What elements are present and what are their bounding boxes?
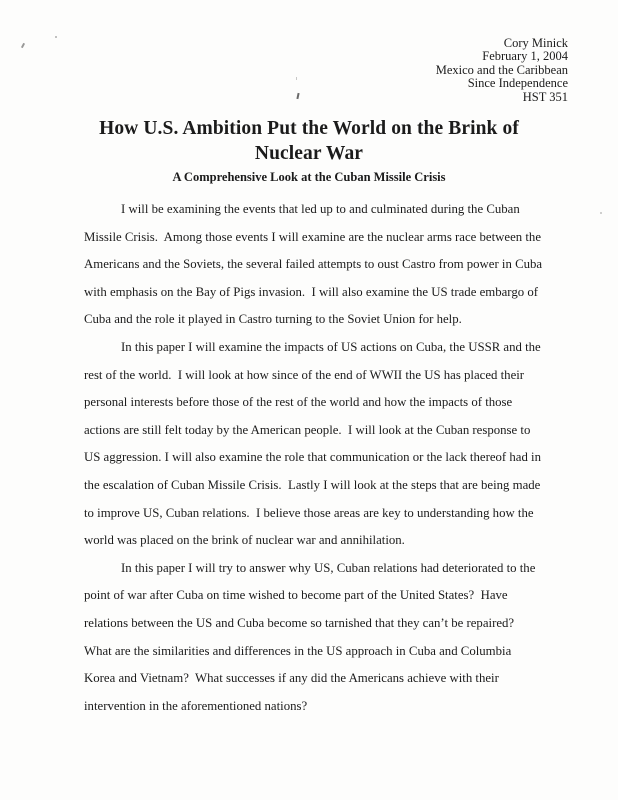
author-header-line: Mexico and the Caribbean bbox=[435, 62, 568, 77]
title-line: Nuclear War bbox=[254, 143, 364, 165]
title-line: How U.S. Ambition Put the World on the Brink of bbox=[99, 118, 519, 140]
text-line: intervention in the aforementioned nations? bbox=[84, 698, 308, 713]
text-line: relations between the US and Cuba become so tarnished that they can’t be repaired? bbox=[84, 615, 515, 630]
text-line: I will be examining the events that led up to and culminated during the Cuban bbox=[121, 202, 520, 217]
author-header-block bbox=[0, 37, 568, 104]
author-header-line: HST 351 bbox=[522, 89, 568, 104]
text-line: actions are still felt today by the American people. I will look at the Cuban response to bbox=[84, 422, 531, 437]
author-header-line: Since Independence bbox=[467, 76, 568, 91]
text-line: Korea and Vietnam? What successes if any did the Americans achieve with their bbox=[84, 671, 499, 686]
text-line: to improve US, Cuban relations. I believe those areas are key to understanding how the bbox=[84, 505, 534, 520]
text-line: the escalation of Cuban Missile Crisis. Lastly I will look at the steps that are being made bbox=[84, 477, 541, 492]
text-line: Americans and the Soviets, the several failed attempts to oust Castro from power in Cuba bbox=[84, 257, 543, 272]
text-line: world was placed on the brink of nuclear war and annihilation. bbox=[84, 533, 405, 548]
document-title bbox=[0, 116, 618, 166]
paragraph bbox=[84, 555, 562, 721]
author-header-line: Cory Minick bbox=[503, 36, 568, 50]
text-line: Cuba and the role it played in Castro turning to the Soviet Union for help. bbox=[84, 312, 462, 327]
document-subtitle: A Comprehensive Look at the Cuban Missile Crisis bbox=[172, 170, 446, 185]
scan-speck bbox=[600, 212, 602, 214]
author-header-line: February 1, 2004 bbox=[482, 49, 568, 64]
text-line: In this paper I will examine the impacts of US actions on Cuba, the USSR and the bbox=[121, 340, 541, 354]
text-line: rest of the world. I will look at how since of the end of WWII the US has placed their bbox=[84, 367, 525, 382]
essay-body bbox=[84, 196, 562, 720]
text-line: personal interests before those of the rest of the world and how the impacts of those bbox=[84, 395, 513, 410]
text-line: Missile Crisis. Among those events I will examine are the nuclear arms race between the bbox=[84, 229, 541, 244]
text-line: with emphasis on the Bay of Pigs invasion. I will also examine the US trade embargo of bbox=[84, 284, 538, 299]
text-line: What are the similarities and differences in the US approach in Cuba and Columbia bbox=[84, 643, 512, 658]
text-line: US aggression. I will also examine the role that communication or the lack thereof had in bbox=[84, 450, 542, 465]
text-line: point of war after Cuba on time wished to become part of the United States? Have bbox=[84, 588, 508, 603]
paragraph bbox=[84, 334, 562, 555]
paragraph bbox=[84, 196, 562, 334]
text-line: In this paper I will try to answer why US, Cuban relations had deteriorated to the bbox=[121, 560, 536, 575]
